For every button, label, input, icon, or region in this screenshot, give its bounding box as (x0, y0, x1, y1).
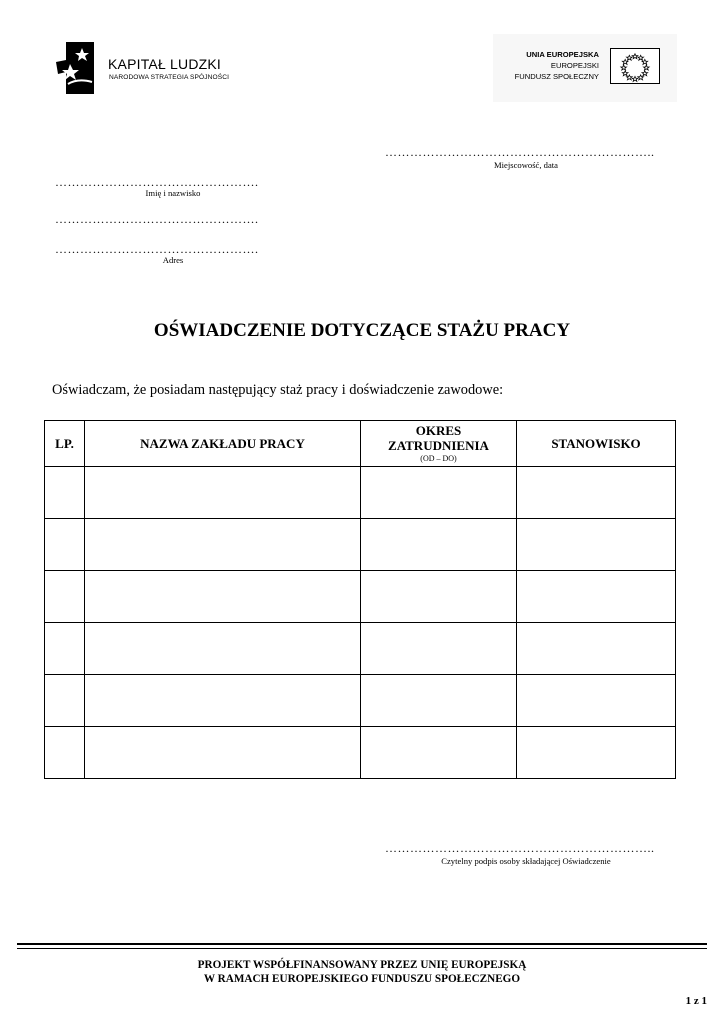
footer-line1: PROJEKT WSPÓŁFINANSOWANY PRZEZ UNIĘ EUROPEJSKĄ (197, 959, 527, 971)
cell-position[interactable] (517, 571, 676, 623)
header-period-line1: OKRES (415, 423, 462, 438)
cell-lp[interactable] (45, 519, 85, 571)
page-number: 1 z 1 (685, 995, 707, 1007)
cell-period[interactable] (361, 727, 517, 779)
eu-logo-line3: FUNDUSZ SPOŁECZNY (514, 72, 599, 81)
cell-lp[interactable] (45, 675, 85, 727)
eu-logo-text (515, 49, 599, 82)
header-lp: LP. (45, 421, 85, 467)
cell-employer[interactable] (85, 467, 361, 519)
signature-caption: Czytelny podpis osoby składającej Oświadczenie (441, 856, 611, 866)
name-caption: Imię i nazwisko (145, 188, 201, 198)
table-row (45, 467, 676, 519)
employment-table (44, 420, 676, 779)
address-caption: Adres (162, 255, 184, 265)
address-field-line2[interactable]: …………………………………………. (55, 242, 259, 256)
cell-period[interactable] (361, 675, 517, 727)
cell-lp[interactable] (45, 571, 85, 623)
footer-divider-thin (17, 948, 707, 949)
eu-social-fund-logo (493, 34, 677, 102)
table-row (45, 675, 676, 727)
eu-logo-line1: UNIA EUROPEJSKA (526, 50, 599, 59)
header-period-sub: (OD – DO) (420, 454, 457, 463)
cell-period[interactable] (361, 623, 517, 675)
header-period (361, 421, 517, 467)
table-row (45, 623, 676, 675)
place-date-field[interactable]: ……………………………………………………….. (385, 145, 655, 159)
kapital-ludzki-subtitle: NARODOWA STRATEGIA SPÓJNOŚCI (109, 74, 230, 81)
table-header-row (45, 421, 676, 467)
name-field[interactable]: …………………………………………. (55, 175, 259, 189)
cell-employer[interactable] (85, 623, 361, 675)
address-field-line1[interactable]: …………………………………………. (55, 212, 259, 226)
cell-employer[interactable] (85, 727, 361, 779)
cell-position[interactable] (517, 675, 676, 727)
kapital-ludzki-emblem-icon (56, 40, 96, 96)
cell-period[interactable] (361, 571, 517, 623)
table-row (45, 519, 676, 571)
footer-divider (17, 943, 707, 945)
eu-stars-flag-icon (610, 48, 660, 84)
kapital-ludzki-logo (56, 40, 256, 98)
eu-logo-line2: EUROPEJSKI (550, 61, 599, 70)
footer-text (0, 958, 724, 986)
table-row (45, 727, 676, 779)
cell-period[interactable] (361, 519, 517, 571)
cell-employer[interactable] (85, 519, 361, 571)
cell-position[interactable] (517, 727, 676, 779)
cell-lp[interactable] (45, 623, 85, 675)
cell-position[interactable] (517, 467, 676, 519)
header-period-line2: ZATRUDNIENIA (388, 438, 489, 453)
header-employer: NAZWA ZAKŁADU PRACY (85, 421, 361, 467)
cell-position[interactable] (517, 519, 676, 571)
signature-field[interactable]: ……………………………………………………….. (385, 841, 655, 855)
cell-employer[interactable] (85, 571, 361, 623)
document-title: OŚWIADCZENIE DOTYCZĄCE STAŻU PRACY (153, 320, 571, 341)
place-date-caption: Miejscowość, data (494, 160, 558, 170)
table-row (45, 571, 676, 623)
footer-line2: W RAMACH EUROPEJSKIEGO FUNDUSZU SPOŁECZNEGO (203, 973, 521, 985)
header-position: STANOWISKO (517, 421, 676, 467)
cell-lp[interactable] (45, 467, 85, 519)
cell-employer[interactable] (85, 675, 361, 727)
cell-lp[interactable] (45, 727, 85, 779)
cell-position[interactable] (517, 623, 676, 675)
cell-period[interactable] (361, 467, 517, 519)
kapital-ludzki-title: KAPITAŁ LUDZKI (108, 56, 222, 72)
intro-statement: Oświadczam, że posiadam następujący staż pracy i doświadczenie zawodowe: (52, 382, 504, 398)
